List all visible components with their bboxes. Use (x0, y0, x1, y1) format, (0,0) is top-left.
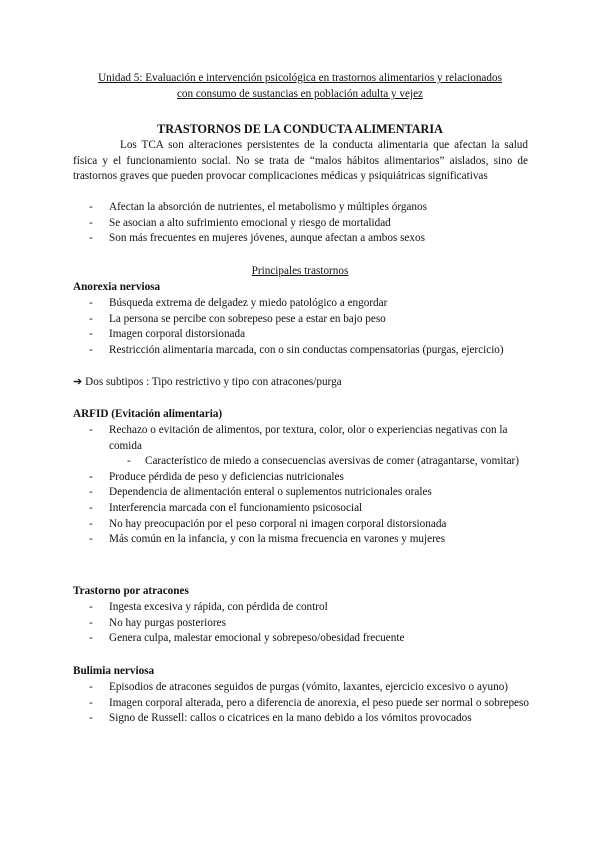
list-item: - Produce pérdida de peso y deficiencias nutricionales (73, 470, 533, 486)
atracones-heading: Trastorno por atracones (73, 585, 189, 597)
list-item: - No hay preocupación por el peso corporal ni imagen corporal distorsionada (73, 517, 533, 533)
unit-header (60, 70, 540, 102)
list-item: - Se asocian a alto sufrimiento emocional y riesgo de mortalidad (73, 216, 533, 232)
list-item: - Búsqueda extrema de delgadez y miedo patológico a engordar (73, 296, 533, 312)
anorexia-heading: Anorexia nerviosa (73, 281, 161, 293)
list-item: - Ingesta excesiva y rápida, con pérdida de control (73, 600, 533, 616)
list-item: - Signo de Russell: callos o cicatrices en la mano debido a los vómitos provocados (73, 711, 533, 727)
arfid-list (73, 423, 533, 548)
list-item-text: Rechazo o evitación de alimentos, por textura, color, olor o experiencias negativas con la comida (109, 424, 508, 452)
atracones-list (73, 600, 533, 647)
bulimia-heading: Bulimia nerviosa (73, 665, 155, 677)
list-item: - No hay purgas posteriores (73, 616, 533, 632)
intro-paragraph: Los TCA son alteraciones persistentes de la conducta alimentaria que afectan la salud física y el funcionamiento social. No se trata de “malos hábitos alimentarios” aislados, sino de trastornos graves que pueden provocar complicaciones médicas y psiquiátricas significativas (73, 139, 528, 183)
list-item: - Interferencia marcada con el funcionamiento psicosocial (73, 501, 533, 517)
bulimia-list (73, 680, 533, 727)
arfid-sublist (109, 454, 533, 470)
intro-list (73, 200, 533, 247)
unit-header-line-2: con consumo de sustancias en población adulta y vejez (176, 88, 424, 100)
list-item (73, 423, 533, 470)
arfid-heading: ARFID (Evitación alimentaria) (73, 408, 223, 420)
list-item: - Dependencia de alimentación enteral o suplementos nutricionales orales (73, 485, 533, 501)
principales-heading: Principales trastornos (251, 265, 349, 277)
list-item: - Afectan la absorción de nutrientes, el metabolismo y múltiples órganos (73, 200, 533, 216)
unit-header-line-1: Unidad 5: Evaluación e intervención psicológica en trastornos alimentarios y relacionados (98, 72, 502, 84)
anorexia-subtypes: ➔ Dos subtipos : Tipo restrictivo y tipo con atracones/purga (73, 376, 342, 388)
list-item: - Episodios de atracones seguidos de purgas (vómito, laxantes, ejercicio excesivo o ayuno) (73, 680, 533, 696)
list-item: - Restricción alimentaria marcada, con o sin conductas compensatorias (purgas, ejercicio) (73, 343, 533, 359)
sub-list-item: - Característico de miedo a consecuencias aversivas de comer (atragantarse, vomitar) (109, 454, 533, 470)
page-title: TRASTORNOS DE LA CONDUCTA ALIMENTARIA (157, 122, 443, 136)
list-item: - Más común en la infancia, y con la misma frecuencia en varones y mujeres (73, 532, 533, 548)
list-item: - Imagen corporal alterada, pero a diferencia de anorexia, el peso puede ser normal o sobrepeso (73, 696, 533, 712)
list-item: - La persona se percibe con sobrepeso pese a estar en bajo peso (73, 312, 533, 328)
list-item: - Imagen corporal distorsionada (73, 327, 533, 343)
anorexia-list (73, 296, 533, 358)
list-item: - Son más frecuentes en mujeres jóvenes, aunque afectan a ambos sexos (73, 231, 533, 247)
list-item: - Genera culpa, malestar emocional y sobrepeso/obesidad frecuente (73, 631, 533, 647)
